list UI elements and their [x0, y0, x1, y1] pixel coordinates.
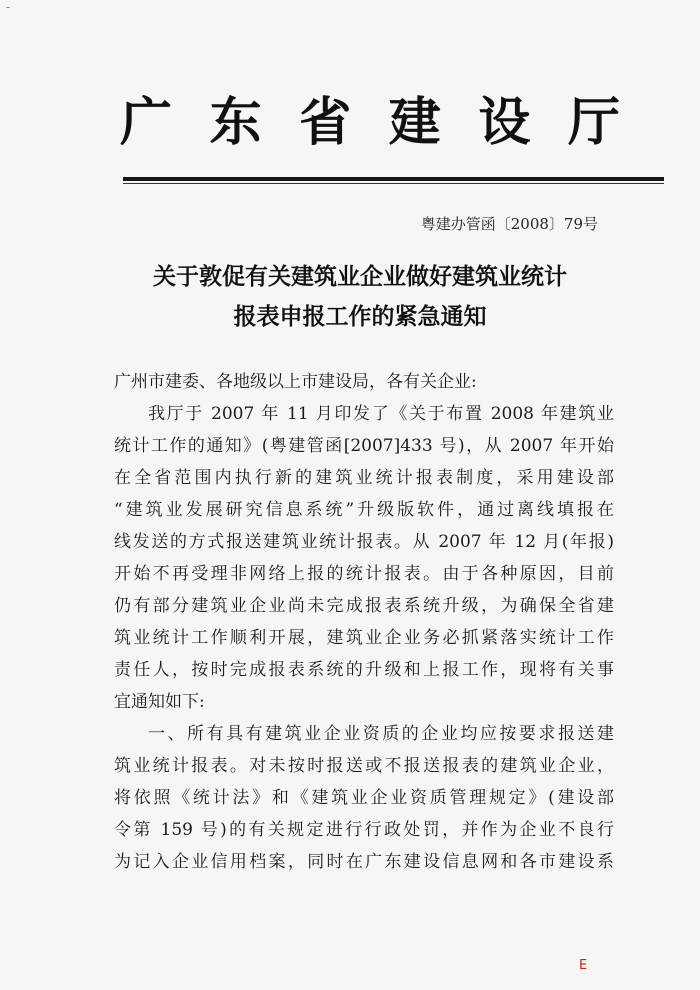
paragraph-line: “建筑业发展研究信息系统”升级版软件，通过离线填报在	[114, 500, 614, 520]
paragraph-line: 我厅于 2007 年 11 月印发了《关于布置 2008 年建筑业	[148, 404, 614, 424]
paragraph-line: 将依照《统计法》和《建筑业企业资质管理规定》(建设部	[114, 788, 614, 808]
paragraph-line: 一、所有具有建筑业企业资质的企业均应按要求报送建	[148, 724, 614, 744]
paragraph-line: 筑业统计工作顺利开展，建筑业企业务必抓紧落实统计工作	[114, 628, 614, 648]
salutation: 广州市建委、各地级以上市建设局，各有关企业:	[114, 372, 477, 392]
paragraph-line: 宜通知如下:	[114, 692, 205, 712]
org-header-char: 厅	[567, 92, 620, 153]
paragraph-line: 为记入企业信用档案，同时在广东建设信息网和各市建设系	[114, 852, 614, 872]
paragraph-line: 线发送的方式报送建筑业统计报表。从 2007 年 12 月(年报)	[114, 532, 614, 552]
org-header-char: 东	[209, 92, 262, 153]
header-rule-thin	[123, 183, 664, 184]
paragraph-line: 责任人，按时完成报表系统的升级和上报工作，现将有关事	[114, 660, 614, 680]
header-rule-thick	[123, 177, 664, 181]
org-header-char: 广	[120, 92, 173, 153]
document-number: 粤建办管函〔2008〕79号	[420, 215, 598, 233]
document-title-line: 报表申报工作的紧急通知	[233, 303, 487, 330]
corner-mark: -	[6, 0, 11, 14]
org-header	[120, 93, 620, 153]
page-mark: E	[579, 958, 588, 973]
paragraph-line: 仍有部分建筑业企业尚未完成报表系统升级，为确保全省建	[114, 596, 614, 616]
paragraph-line: 筑业统计报表。对未按时报送或不报送报表的建筑业企业，	[114, 756, 614, 776]
paragraph-line: 开始不再受理非网络上报的统计报表。由于各种原因，目前	[114, 564, 614, 584]
paragraph-line: 统计工作的通知》(粤建管函[2007]433 号)，从 2007 年开始	[114, 436, 614, 456]
paragraph-line: 在全省范围内执行新的建筑业统计报表制度，采用建设部	[114, 468, 614, 488]
document-title-line: 关于敦促有关建筑业企业做好建筑业统计	[153, 263, 567, 290]
org-header-char: 建	[388, 92, 441, 153]
org-header-char: 省	[299, 92, 352, 153]
document-title	[110, 257, 610, 337]
paragraph-line: 令第 159 号)的有关规定进行行政处罚，并作为企业不良行	[114, 820, 614, 840]
org-header-char: 设	[478, 92, 531, 153]
document-body	[114, 366, 614, 878]
